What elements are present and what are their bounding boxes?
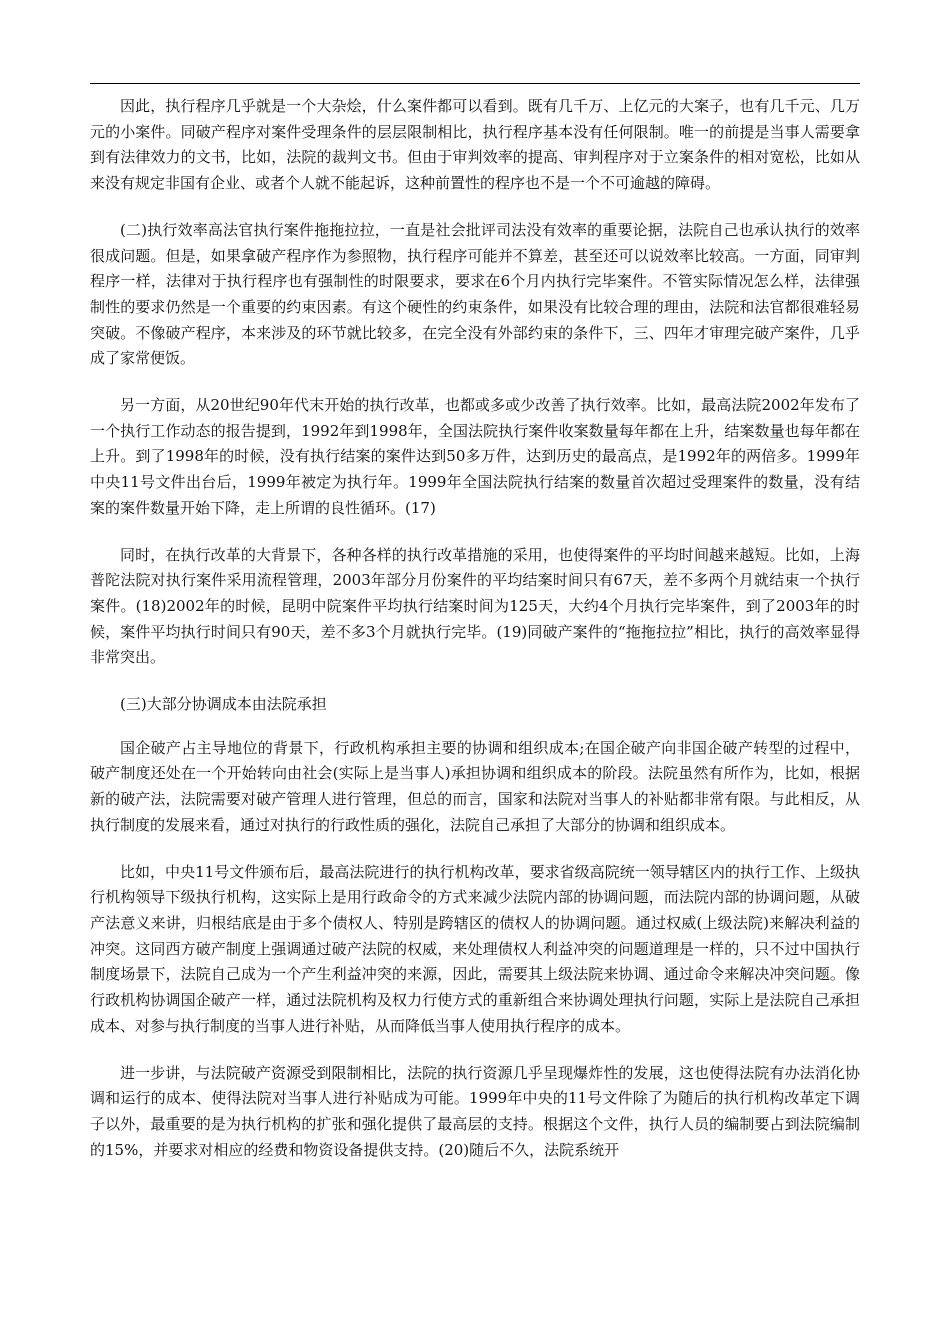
section-heading-coordination-cost: (三)大部分协调成本由法院承担 [120,695,327,714]
paragraph-soe-bankruptcy: 国企破产占主导地位的背景下，行政机构承担主要的协调和组织成本;在国企破产向非国企破产转型的过程中，破产制度还处在一个开始转向由社会(实际上是当事人)承担协调和组织成本的阶段。法院虽然有所作为，比如，根据新的破产法，法院需要对破产管理人进行管理，但总的而言，国家和法院对当事人的补贴都非常有限。与此相反，从执行制度的发展来看，通过对执行的行政性质的强化，法院自己承担了大部分的协调和组织成本。 [90,738,860,834]
paragraph-execution-efficiency: (二)执行效率高法官执行案件拖拖拉拉，一直是社会批评司法没有效率的重要论据，法院自己也承认执行的效率很成问题。但是，如果拿破产程序作为参照物，执行程序可能并不算差，甚至还可以说效率比较高。一方面，同审判程序一样，法律对于执行程序也有强制性的时限要求，要求在6个月内执行完毕案件。不管实际情况怎么样，法律强制性的要求仍然是一个重要的约束因素。有这个硬性的约束条件，如果没有比较合理的理由，法院和法官都很难轻易突破。不像破产程序，本来涉及的环节就比较多，在完全没有外部约束的条件下，三、四年才审理完破产案件，几乎成了家常便饭。 [90,220,860,368]
paragraph-average-time: 同时，在执行改革的大背景下，各种各样的执行改革措施的采用，也使得案件的平均时间越来越短。比如，上海普陀法院对执行案件采用流程管理，2003年部分月份案件的平均结案时间只有67天，差不多两个月就结束一个执行案件。(18)2002年的时候，昆明中院案件平均执行结案时间为125天，大约4个月执行完毕案件，到了2003年的时候，案件平均执行时间只有90天，差不多3个月就执行完毕。(19)同破产案件的“拖拖拉拉”相比，执行的高效率显得非常突出。 [90,545,860,667]
paragraph-execution-reform: 另一方面，从20世纪90年代末开始的执行改革，也都或多或少改善了执行效率。比如，最高法院2002年发布了一个执行工作动态的报告提到，1992年到1998年，全国法院执行案件收案数量每年都在上升，结案数量也每年都在上升。到了1998年的时候，没有执行结案的案件达到50多万件，达到历史的最高点，是1992年的两倍多。1999年中央11号文件出台后，1999年被定为执行年。1999年全国法院执行结案的数量首次超过受理案件的数量，没有结案的案件数量开始下降，走上所谓的良性循环。(17) [90,396,860,517]
header-rule [90,83,860,84]
document-body [90,94,860,1184]
paragraph-execution-procedure: 因此，执行程序几乎就是一个大杂烩，什么案件都可以看到。既有几千万、上亿元的大案子，也有几千元、几万元的小案件。同破产程序对案件受理条件的层层限制相比，执行程序基本没有任何限制。唯一的前提是当事人需要拿到有法律效力的文书，比如，法院的裁判文书。但由于审判效率的提高、审判程序对于立案条件的相对宽松，比如从来没有规定非国有企业、或者个人就不能起诉，这种前置性的程序也不是一个不可逾越的障碍。 [90,97,860,193]
paragraph-execution-resources: 进一步讲，与法院破产资源受到限制相比，法院的执行资源几乎呈现爆炸性的发展，这也使得法院有办法消化协调和运行的成本、使得法院对当事人进行补贴成为可能。1999年中央的11号文件除了为随后的执行机构改革定下调子以外，最重要的是为执行机构的扩张和强化提供了最高层的支持。根据这个文件，执行人员的编制要占到法院编制的15%，并要求对相应的经费和物资设备提供支持。(20)随后不久，法院系统开 [90,1063,860,1159]
paragraph-document-11-reform: 比如，中央11号文件颁布后，最高法院进行的执行机构改革，要求省级高院统一领导辖区内的执行工作、上级执行机构领导下级执行机构，这实际上是用行政命令的方式来减少法院内部的协调问题，而法院内部的协调问题，从破产法意义来讲，归根结底是由于多个债权人、特别是跨辖区的债权人的协调问题。通过权威(上级法院)来解决利益的冲突。这同西方破产制度上强调通过破产法院的权威，来处理债权人利益冲突的问题道理是一样的，只不过中国执行制度场景下，法院自己成为一个产生利益冲突的来源，因此，需要其上级法院来协调、通过命令来解决冲突问题。像行政机构协调国企破产一样，通过法院机构及权力行使方式的重新组合来协调处理执行问题，实际上是法院自己承担成本、对参与执行制度的当事人进行补贴，从而降低当事人使用执行程序的成本。 [90,862,860,1035]
